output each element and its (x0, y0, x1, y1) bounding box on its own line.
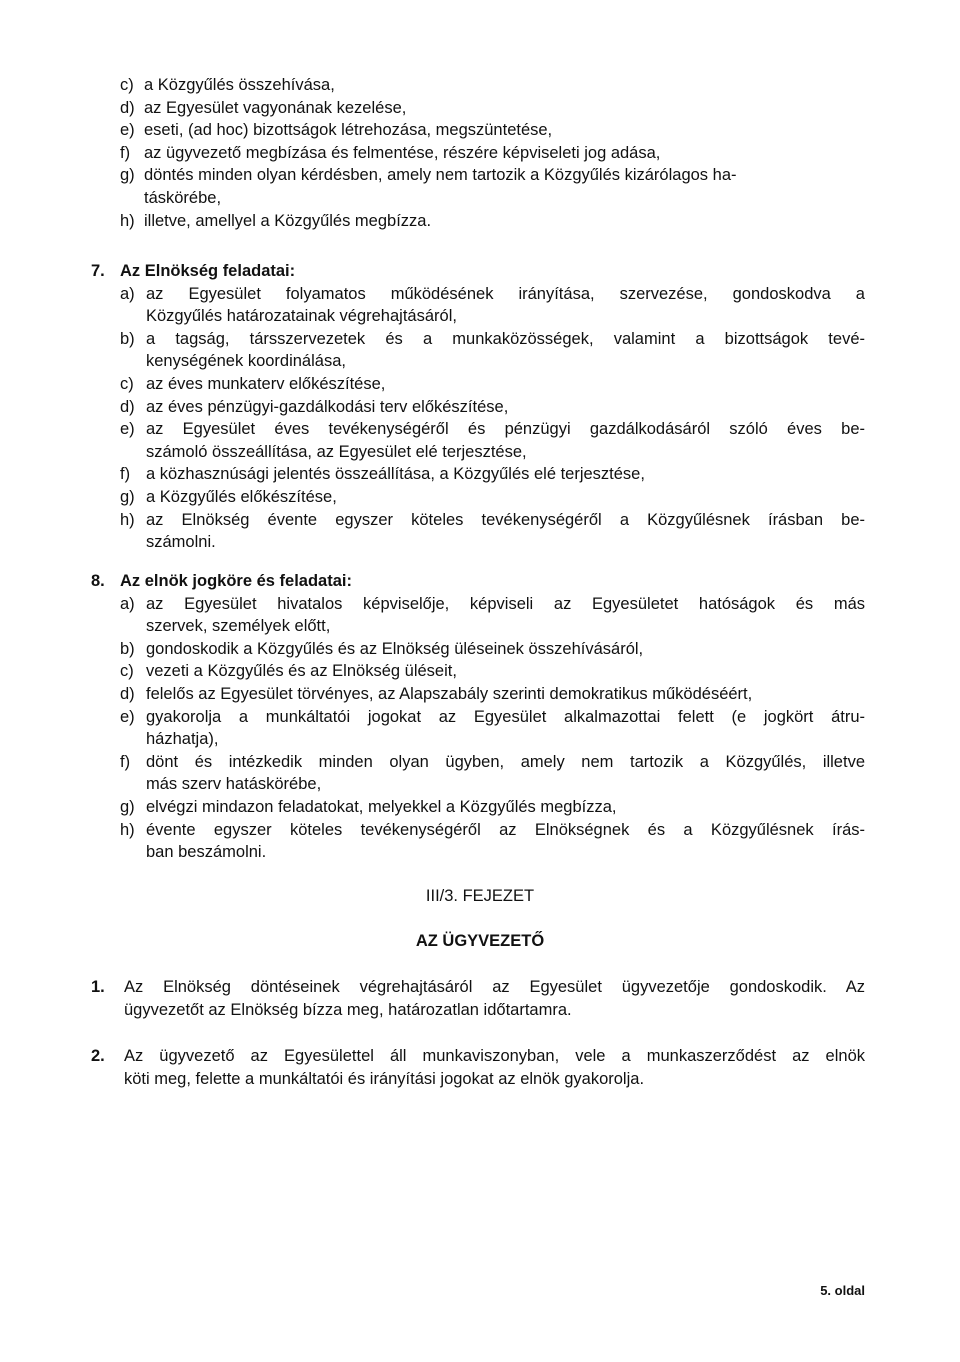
item-text: gyakorolja a munkáltatói jogokat az Egyesület alkalmazottai felett (e jogkört átru- (146, 707, 865, 726)
list-item (120, 210, 865, 233)
list-item-continuation (120, 728, 865, 751)
item-text-continuation: táskörébe, (144, 188, 222, 207)
paragraph-2-number: 2. (91, 1047, 105, 1065)
item-label: g) (120, 487, 135, 506)
chapter-title: AZ ÜGYVEZETŐ (415, 932, 545, 950)
item-text: az Egyesület hivatalos képviselője, képviseli az Egyesületet hatóságok és más (146, 594, 865, 613)
list-item (120, 796, 865, 819)
page-number: 5. oldal (820, 1283, 865, 1298)
item-label: g) (120, 797, 135, 816)
section-8-heading: Az elnök jogköre és feladatai: (120, 572, 352, 590)
list-item (120, 751, 865, 774)
item-text-continuation: számolni. (146, 533, 216, 552)
item-label: d) (120, 98, 135, 117)
item-label: h) (120, 211, 135, 230)
item-label: h) (120, 510, 135, 529)
list-item (120, 373, 865, 396)
list-item (120, 509, 865, 532)
item-text: döntés minden olyan kérdésben, amely nem tartozik a Közgyűlés kizárólagos ha- (144, 166, 737, 185)
item-text-continuation: más szerv hatáskörébe, (146, 775, 322, 794)
section-6-list (120, 74, 865, 232)
list-item-continuation (120, 187, 865, 210)
item-label: a) (120, 594, 135, 613)
list-item (120, 819, 865, 842)
list-item (120, 164, 865, 187)
item-text: a tagság, társszervezetek és a munkaközösségek, valamint a bizottságok tevé- (146, 329, 865, 348)
list-item-continuation (120, 350, 865, 373)
item-text-continuation: kenységének koordinálása, (146, 352, 346, 371)
item-text: a Közgyűlés összehívása, (144, 76, 335, 94)
item-text: az Elnökség évente egyszer köteles tevékenységéről a Közgyűlésnek írásban be- (146, 510, 865, 529)
item-text: a Közgyűlés előkészítése, (146, 487, 337, 506)
item-label: g) (120, 166, 135, 185)
item-label: f) (120, 752, 131, 771)
section-8-number: 8. (91, 572, 105, 590)
item-text: az Egyesület folyamatos működésének irányítása, szervezése, gondoskodva a (146, 284, 865, 303)
item-label: d) (120, 397, 135, 416)
paragraph-1-number: 1. (91, 978, 105, 996)
item-text-continuation: ban beszámolni. (146, 843, 267, 862)
paragraph-1 (124, 976, 865, 1021)
paragraph-2 (124, 1045, 865, 1090)
item-label: h) (120, 820, 135, 839)
list-item (120, 683, 865, 706)
item-text: évente egyszer köteles tevékenységéről az Elnökségnek és a Közgyűlésnek írás- (146, 820, 865, 839)
item-text-continuation: számoló összeállítása, az Egyesület elé terjesztése, (146, 442, 527, 461)
item-text: dönt és intézkedik minden olyan ügyben, amely nem tartozik a Közgyűlés, illetve (146, 752, 865, 771)
list-item (120, 660, 865, 683)
item-text: az Egyesület vagyonának kezelése, (144, 98, 407, 117)
paragraph-line: ügyvezetőt az Elnökség bízza meg, határozatlan időtartamra. (124, 1000, 572, 1019)
item-text: az éves munkaterv előkészítése, (146, 374, 386, 393)
item-text: az Egyesület éves tevékenységéről és pénzügyi gazdálkodásáról szóló éves be- (146, 420, 865, 439)
list-item-continuation (120, 531, 865, 554)
item-label: e) (120, 420, 135, 439)
list-item (120, 418, 865, 441)
item-label: c) (120, 76, 134, 94)
list-item (120, 593, 865, 616)
item-label: e) (120, 707, 135, 726)
item-text: eseti, (ad hoc) bizottságok létrehozása, megszüntetése, (144, 121, 553, 140)
list-item-continuation (120, 305, 865, 328)
paragraph-line: köti meg, felette a munkáltatói és irányítási jogokat az elnök gyakorolja. (124, 1069, 645, 1088)
item-text-continuation: házhatja), (146, 730, 219, 749)
item-text: a közhasznúsági jelentés összeállítása, a Közgyűlés elé terjesztése, (146, 465, 645, 484)
list-item (120, 396, 865, 419)
item-label: d) (120, 684, 135, 703)
list-item-continuation (120, 615, 865, 638)
section-7-heading: Az Elnökség feladatai: (120, 262, 296, 280)
item-label: e) (120, 121, 135, 140)
list-item (120, 463, 865, 486)
item-text: gondoskodik a Közgyűlés és az Elnökség üléseinek összehívásáról, (146, 639, 644, 658)
item-label: f) (120, 465, 131, 484)
list-item (120, 486, 865, 509)
list-item (120, 74, 865, 97)
section-8 (120, 570, 865, 864)
list-item (120, 328, 865, 351)
item-label: a) (120, 284, 135, 303)
chapter-number: III/3. FEJEZET (425, 887, 535, 905)
list-item-continuation (120, 441, 865, 464)
section-7-number: 7. (91, 262, 105, 280)
item-text-continuation: Közgyűlés határozatainak végrehajtásáról, (146, 307, 457, 326)
item-label: b) (120, 329, 135, 348)
list-item-continuation (120, 841, 865, 864)
item-text: felelős az Egyesület törvényes, az Alapszabály szerinti demokratikus működéséért, (146, 684, 753, 703)
item-label: c) (120, 662, 134, 681)
paragraph-line: Az Elnökség döntéseinek végrehajtásáról az Egyesület ügyvezetője gondoskodik. Az (124, 978, 865, 996)
paragraph-line: Az ügyvezető az Egyesülettel áll munkaviszonyban, vele a munkaszerződést az elnök (124, 1047, 865, 1065)
list-item (120, 119, 865, 142)
list-item-continuation (120, 773, 865, 796)
list-item (120, 283, 865, 306)
item-text: elvégzi mindazon feladatokat, melyekkel a Közgyűlés megbízza, (146, 797, 617, 816)
item-label: b) (120, 639, 135, 658)
item-text: vezeti a Közgyűlés és az Elnökség üléseit, (146, 662, 457, 681)
item-text-continuation: szervek, személyek előtt, (146, 617, 331, 636)
item-text: az ügyvezető megbízása és felmentése, részére képviseleti jog adása, (144, 143, 661, 162)
item-label: f) (120, 143, 131, 162)
list-item (120, 706, 865, 729)
item-text: az éves pénzügyi-gazdálkodási terv előkészítése, (146, 397, 509, 416)
item-label: c) (120, 374, 134, 393)
list-item (120, 142, 865, 165)
list-item (120, 97, 865, 120)
list-item (120, 638, 865, 661)
item-text: illetve, amellyel a Közgyűlés megbízza. (144, 211, 432, 230)
section-7 (120, 260, 865, 554)
